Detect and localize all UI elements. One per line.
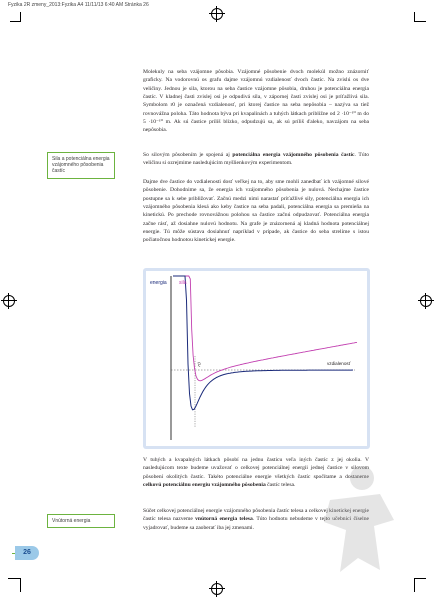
- term-internal-energy: vnútorná energia telesa: [195, 516, 253, 523]
- graph-svg: [143, 268, 370, 449]
- distance-axis-label: vzdialenosť: [327, 361, 351, 366]
- crop-mark: [8, 578, 20, 579]
- crop-mark: [414, 578, 415, 592]
- print-slug: Fyzika 2R zmeny_2013:Fyzika A4 11/11/13 6:40 AM Stránka 26: [8, 2, 149, 8]
- registration-mark: [420, 295, 432, 307]
- paragraph-experiment: Dajme dve častice do vzdialenosti dosť veľkej na to, aby sme mohli zanedbať ich vzájomné silové pôsobenie. Dohodnime sa, že energia ich vzájomného pôsobenia je nulová. Nechajme častice postupne sa k sebe približovať. Začnú medzi nimi narastať príťažlivé sily, potenciálna energia ich vzájomného pôsobenia klesá ako keby častice na seba padali, potenciálna energia sa premieňa na kinetickú. Po prechode rovnovážnou polohou sa častice začnú odpudzovať. Potenciálna energia začne rásť, až dosiahne nulovú hodnotu. Na grafe je znázornená aj kladná hodnota potenciálnej energie. Tú môže sústava dosiahnuť napríklad v prípade, ak častice do seba strelíme s istou počiatočnou hodnotou kinetickej energie.: [143, 179, 369, 244]
- crop-mark: [414, 21, 426, 22]
- energy-axis-label: energia: [150, 280, 167, 286]
- crop-mark: [10, 21, 20, 22]
- crop-mark: [20, 12, 21, 22]
- r0-label: r0: [197, 361, 204, 368]
- paragraph-internal-energy: Súčet celkovej potenciálnej energie vzájomného pôsobenia častíc telesa a celkovej kinetickej energie častíc telesa nazveme vnútorná energia telesa. Túto hodnotu nebudeme v tejto učebnici číselne vyjadrovať, budeme sa zaoberať iba jej zmenami.: [143, 508, 369, 531]
- term-potential-energy: potenciálna energia vzájomného pôsobenia častíc: [232, 152, 355, 158]
- potential-energy-graph: [143, 268, 370, 449]
- mascot-watermark: [310, 460, 400, 580]
- energy-curve: [173, 276, 353, 410]
- paragraph-potential-energy: So silovým pôsobením je spojená aj potenciálna energia vzájomného pôsobenia častíc. Túto veličinu si ozrejmime nasledujúcim myšlienkovým experimentom.: [143, 152, 369, 167]
- page-number: 26: [15, 546, 39, 560]
- crop-mark: [414, 578, 426, 579]
- margin-note-force-energy: Sila a potenciálna energia vzájomného pôsobenia častíc: [47, 152, 115, 179]
- registration-mark: [211, 8, 223, 20]
- crop-mark: [20, 578, 21, 592]
- registration-mark: [211, 583, 223, 595]
- paragraph-intro: Molekuly na seba vzájomne pôsobia. Vzájomné pôsobenie dvoch molekúl možno znázorniť graficky. Na vodorovnú os grafu dajme vzájomnú vzdialenosť dvoch častíc. Na zvislú os dve veličiny. Jednou je sila, ktorou na seba častice vzájomne pôsobia, druhou je potenciálna energia častíc. V kladnej časti zvislej osi je odpudivá sila, v zápornej časti zvislej osi je príťažlivá sila. Symbolom r0 je označená vzdialenosť, pri ktorej častice na seba nepôsobia – nazýva sa tiež rovnovážna poloha. Táto hodnota býva pri kvapalinách a tuhých látkach približne od 2 ·10⁻¹⁰ m do 5 ·10⁻¹⁰ m. Ak sú častice príliš blízko, odpudzujú sa, ak sú príliš ďaleko, navzájom na seba nepôsobia.: [143, 69, 369, 134]
- term-total-potential-energy: celkovú potenciálnu energiu vzájomného pôsobenia: [143, 482, 266, 489]
- registration-mark: [3, 295, 15, 307]
- margin-note-internal-energy: Vnútorná energia: [47, 514, 115, 528]
- paragraph-total-energy: V tuhých a kvapalných látkach pôsobí na jednu časticu veľa iných častíc z jej okolia. V nasledujúcom texte budeme uvažovať o celkovej potenciálnej energii jednej častice v silovom pôsobení okolitých častíc. Takéto potenciálne energie všetkých častíc spočítame a dostaneme celkovú potenciálnu energiu vzájomného pôsobenia častíc telesa.: [143, 457, 369, 489]
- force-axis-label: sila: [179, 280, 187, 286]
